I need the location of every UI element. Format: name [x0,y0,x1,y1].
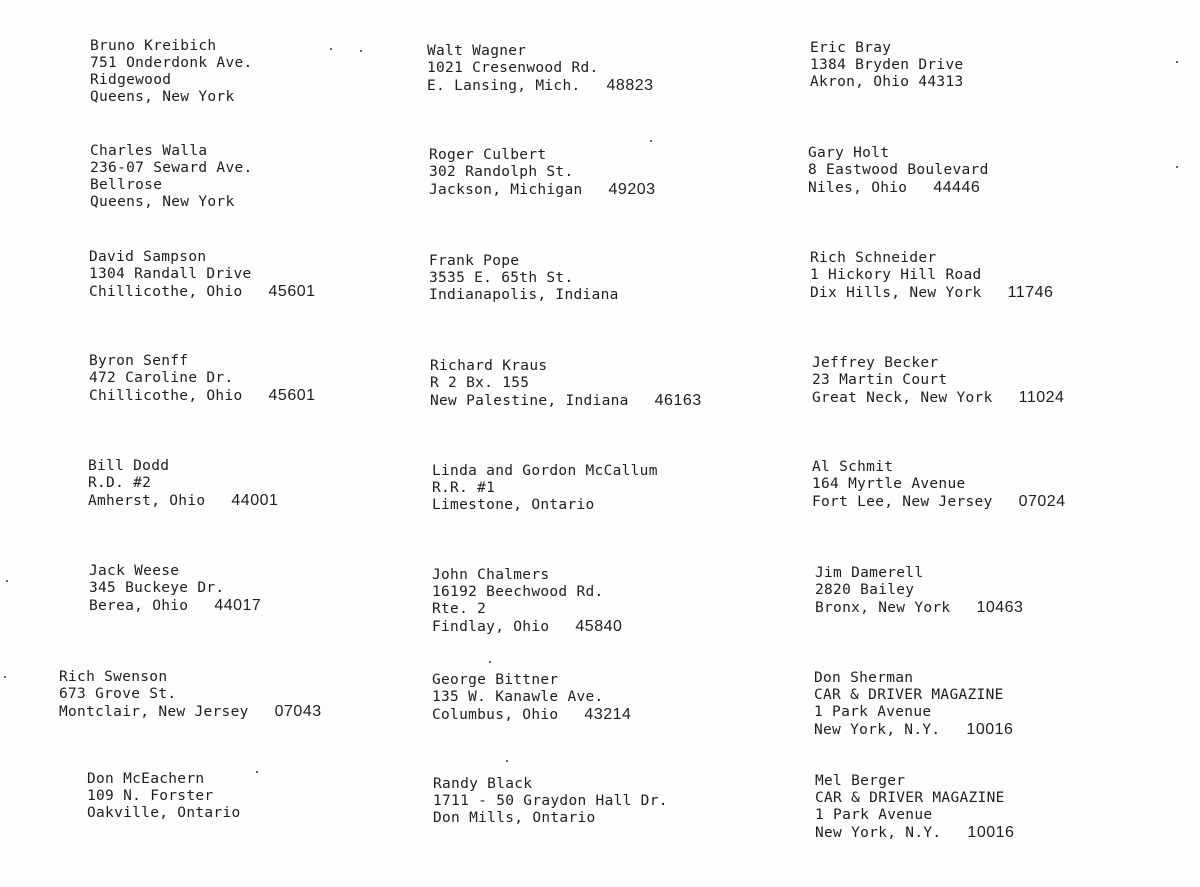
address-name: Gary Holt [808,145,890,161]
address-name: Byron Senff [89,353,189,369]
address-city: Queens, New York [90,89,235,105]
address-label [432,463,658,514]
scan-speck [6,580,8,582]
address-street: 1 Park Avenue [814,704,932,720]
address-name: Mel Berger [815,773,906,789]
address-street: 751 Onderdonk Ave. [90,55,253,71]
address-name: Rich Swenson [59,669,168,685]
address-name: Roger Culbert [429,147,547,163]
address-label [815,565,1023,617]
address-city: E. Lansing, Mich. 48823 [427,77,654,94]
address-label [90,38,253,106]
address-city: New York, N.Y. 10016 [815,824,1015,841]
scan-speck [330,48,332,50]
zip-code: 10016 [967,824,1015,841]
address-street: 1711 - 50 Graydon Hall Dr. [433,793,668,809]
address-label [814,670,1013,739]
address-city: Amherst, Ohio 44001 [88,492,279,509]
address-label [429,147,656,199]
address-city: Chillicothe, Ohio 45601 [89,283,316,300]
address-name: Rich Schneider [810,250,937,266]
address-label [432,567,622,636]
address-city: Berea, Ohio 44017 [89,597,262,614]
address-street: 164 Myrtle Avenue [812,476,966,492]
address-street: 1384 Bryden Drive [810,57,964,73]
address-company: CAR & DRIVER MAGAZINE [815,790,1005,806]
address-city: Great Neck, New York 11024 [812,389,1065,406]
address-label [89,563,261,615]
address-city: New York, N.Y. 10016 [814,721,1014,738]
address-city: Chillicothe, Ohio 45601 [89,387,316,404]
address-line: Ridgewood [90,72,172,88]
address-line: Rte. 2 [432,601,487,617]
address-name: Jeffrey Becker [812,355,939,371]
address-name: Bruno Kreibich [90,38,217,54]
address-label [812,355,1064,407]
address-street: 23 Martin Court [812,372,948,388]
zip-code: 11024 [1018,389,1065,406]
zip-code: 44446 [933,179,981,196]
address-street: 345 Buckeye Dr. [89,580,225,596]
address-label [810,250,1053,302]
address-label [810,40,964,91]
address-name: Randy Black [433,776,533,792]
address-street: 302 Randolph St. [429,164,574,180]
scan-speck [256,771,258,773]
address-label [90,143,253,211]
scan-speck [650,140,652,142]
address-label [430,358,702,410]
address-street: 673 Grove St. [59,686,177,702]
scan-speck [1176,61,1178,63]
address-name: Jack Weese [89,563,180,579]
address-street: R 2 Bx. 155 [430,375,530,391]
address-name: Walt Wagner [427,43,527,59]
address-street: 1021 Cresenwood Rd. [427,60,599,76]
address-label [89,249,316,301]
address-city: Indianapolis, Indiana [429,287,619,303]
address-city: Montclair, New Jersey 07043 [59,703,322,720]
address-city: Fort Lee, New Jersey 07024 [812,493,1066,510]
address-label [59,669,322,721]
address-label [427,43,654,95]
scan-speck [360,50,362,52]
address-label [433,776,668,827]
address-street: 1304 Randall Drive [89,266,252,282]
address-street: 16192 Beechwood Rd. [432,584,604,600]
scan-speck [506,760,508,762]
address-company: CAR & DRIVER MAGAZINE [814,687,1004,703]
address-street: 472 Caroline Dr. [89,370,234,386]
zip-code: 07024 [1018,493,1066,510]
address-city: Oakville, Ontario [87,805,241,821]
address-street: 3535 E. 65th St. [429,270,574,286]
address-label [808,145,989,197]
address-street: 135 W. Kanawle Ave. [432,689,604,705]
zip-code: 44017 [214,597,262,614]
address-label [812,459,1066,511]
zip-code: 11746 [1007,284,1054,301]
address-street: 1 Park Avenue [815,807,933,823]
address-street: 1 Hickory Hill Road [810,267,982,283]
zip-code: 45601 [268,387,316,404]
address-name: Richard Kraus [430,358,548,374]
address-city: Jackson, Michigan 49203 [429,181,656,198]
address-name: Jim Damerell [815,565,924,581]
address-street: R.D. #2 [88,475,152,491]
address-street: 8 Eastwood Boulevard [808,162,989,178]
address-name: Al Schmit [812,459,894,475]
address-city: Dix Hills, New York 11746 [810,284,1054,301]
address-city: New Palestine, Indiana 46163 [430,392,702,409]
address-city: Bronx, New York 10463 [815,599,1024,616]
address-city: Findlay, Ohio 45840 [432,618,623,635]
zip-code: 10463 [976,599,1024,616]
zip-code: 45840 [575,618,623,635]
address-label [89,353,316,405]
address-city: Queens, New York [90,194,235,210]
scan-speck [489,661,491,663]
zip-code: 10016 [966,721,1014,738]
address-street: 2820 Bailey [815,582,915,598]
address-name: Eric Bray [810,40,892,56]
zip-code: 43214 [584,706,632,723]
address-label [87,771,241,822]
address-city: Columbus, Ohio 43214 [432,706,632,723]
address-name: David Sampson [89,249,207,265]
scan-speck [1176,166,1178,168]
address-name: Charles Walla [90,143,208,159]
address-label [429,253,619,304]
address-label [432,672,631,724]
address-city: Don Mills, Ontario [433,810,596,826]
address-street: 109 N. Forster [87,788,214,804]
address-label [815,773,1014,842]
zip-code: 46163 [654,392,702,409]
zip-code: 45601 [268,283,316,300]
address-city: Limestone, Ontario [432,497,595,513]
address-name: Don Sherman [814,670,914,686]
zip-code: 44001 [231,492,279,509]
address-name: George Bittner [432,672,559,688]
address-name: Frank Pope [429,253,520,269]
zip-code: 07043 [274,703,322,720]
address-city: Akron, Ohio 44313 [810,74,964,90]
address-name: Bill Dodd [88,458,170,474]
address-line: Bellrose [90,177,163,193]
zip-code: 48823 [606,77,654,94]
zip-code: 49203 [608,181,656,198]
address-label [88,458,278,510]
address-city: Niles, Ohio 44446 [808,179,981,196]
address-street: R.R. #1 [432,480,496,496]
address-name: Don McEachern [87,771,205,787]
address-name: Linda and Gordon McCallum [432,463,658,479]
scan-speck [4,676,6,678]
address-name: John Chalmers [432,567,550,583]
address-street: 236-07 Seward Ave. [90,160,253,176]
